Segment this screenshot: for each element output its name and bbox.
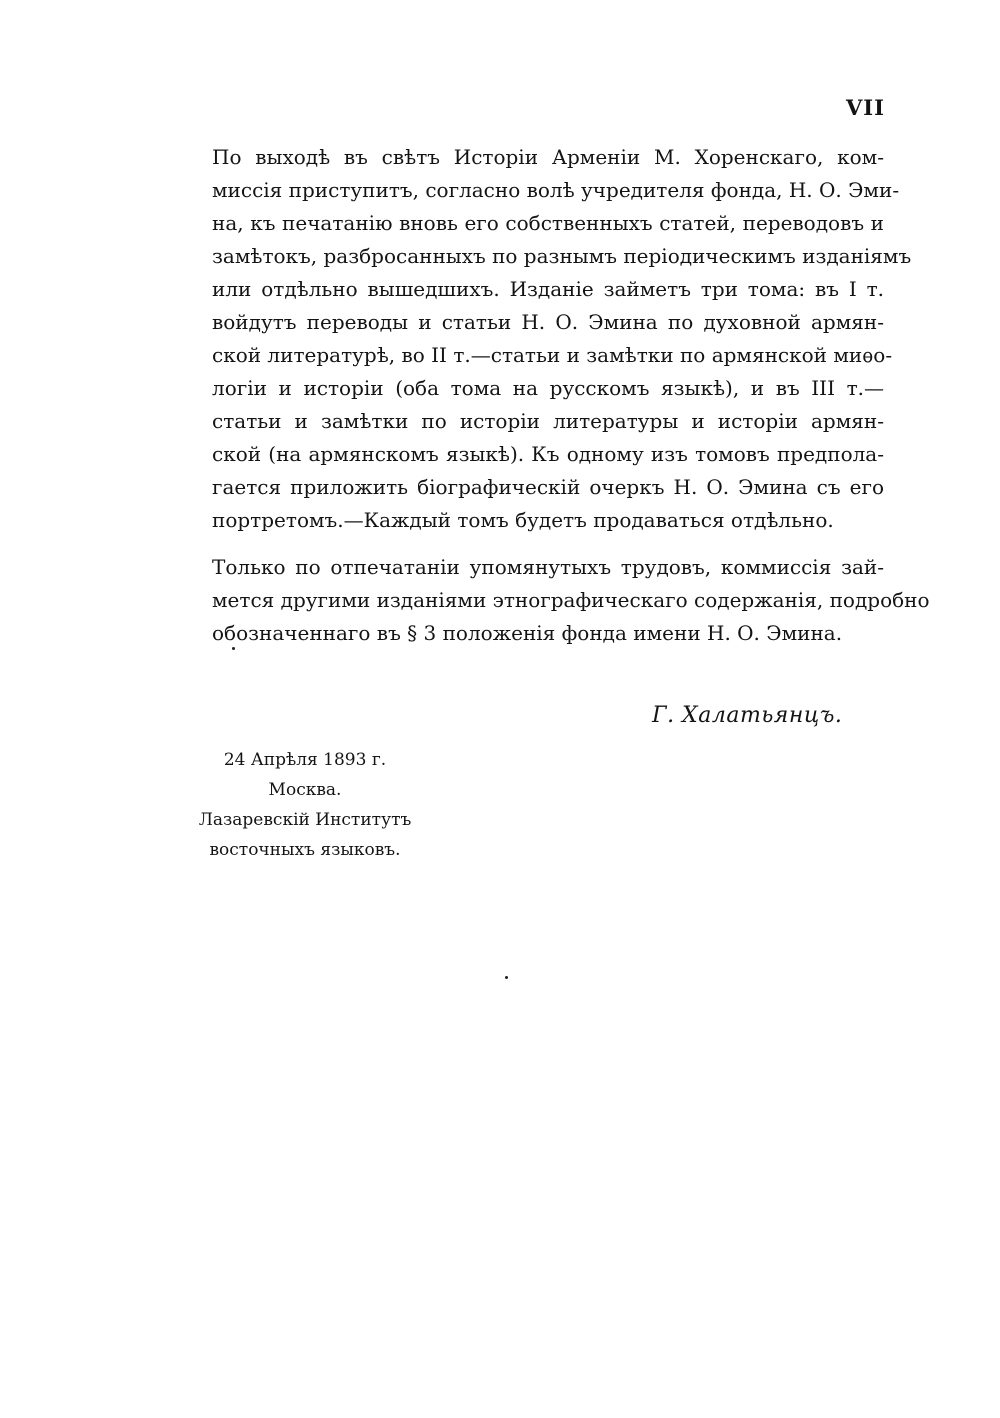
paragraph-1 — [212, 141, 912, 537]
paragraph-line: ской литературѣ, во II т.—статьи и замѣтки по армянской миѳо- — [212, 343, 893, 367]
dateline-institute-cont: восточныхъ языковъ. — [209, 840, 401, 860]
paragraph-line: обозначеннаго въ § 3 положенія фонда имени Н. О. Эмина. — [212, 621, 843, 645]
paragraph-line: логіи и исторіи (оба тома на русскомъ языкѣ), и въ III т.— — [212, 376, 884, 400]
paragraph-line: Только по отпечатаніи упомянутыхъ трудовъ, коммиссія зай- — [212, 555, 884, 579]
dateline-date: 24 Апрѣля 1893 г. — [223, 750, 387, 770]
paragraph-line: или отдѣльно вышедшихъ. Изданіе займетъ три тома: въ I т. — [212, 277, 884, 301]
paragraph-line: миссія приступитъ, согласно волѣ учредителя фонда, Н. О. Эми- — [212, 178, 900, 202]
dateline-city: Москва. — [268, 780, 342, 800]
dateline-institute: Лазаревскій Институтъ — [198, 810, 412, 830]
signature: Г. Халатьянцъ. — [652, 703, 843, 728]
paragraph-line: гается приложить біографическій очеркъ Н. О. Эмина съ его — [212, 475, 884, 499]
paragraph-line: ской (на армянскомъ языкѣ). Къ одному изъ томовъ предпола- — [212, 442, 884, 466]
paragraph-line: на, къ печатанію вновь его собственныхъ статей, переводовъ и — [212, 211, 884, 235]
ink-speck — [505, 976, 508, 979]
paragraph-line: По выходѣ въ свѣтъ Исторіи Арменіи М. Хоренскаго, ком- — [212, 145, 884, 169]
ink-speck — [232, 647, 235, 650]
paragraph-line: портретомъ.—Каждый томъ будетъ продаваться отдѣльно. — [212, 508, 834, 532]
page-number: VII — [846, 95, 885, 120]
dateline — [180, 745, 430, 865]
paragraph-line: мется другими изданіями этнографическаго содержанія, подробно — [212, 588, 930, 612]
paragraph-2 — [212, 551, 930, 650]
body-text — [212, 141, 930, 650]
paragraph-line: войдутъ переводы и статьи Н. О. Эмина по духовной армян- — [212, 310, 884, 334]
paragraph-line: замѣтокъ, разбросанныхъ по разнымъ періодическимъ изданіямъ — [212, 244, 912, 268]
paragraph-line: статьи и замѣтки по исторіи литературы и исторіи армян- — [212, 409, 884, 433]
